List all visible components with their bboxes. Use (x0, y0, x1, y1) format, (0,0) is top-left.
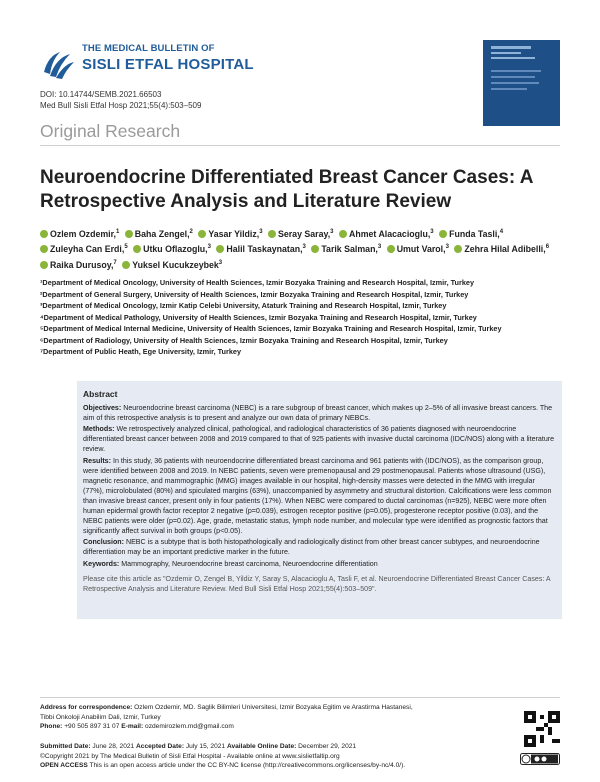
affiliation: ¹Department of Medical Oncology, University of Health Sciences, Izmir Bozyaka Training and Research Hospital, Izmir, Turkey (40, 278, 475, 287)
affiliation-list (40, 277, 560, 358)
journal-reference: Med Bull Sisli Etfal Hosp 2021;55(4):503–509 (40, 101, 202, 110)
orcid-icon[interactable] (40, 245, 48, 253)
author: Baha Zengel,$^2$ (125, 229, 193, 239)
author: Utku Oflazoglu,$^3$ (133, 244, 211, 254)
doi: DOI: 10.14744/SEMB.2021.66503 (40, 90, 162, 99)
cc-license-icon (520, 753, 560, 765)
orcid-icon[interactable] (387, 245, 395, 253)
correspondence: Address for correspondence: Ozlem Ozdemir, MD. Saglik Bilimleri Universitesi, Izmir Bozyaka Egitim ve Arastirma Hastanesi, Tibbi Onkoloji Anabilim Dali, Izmir, Turkey Phone: +90 505 897 31 07 E-mail: ozdemirozlem.md@gmail.com (40, 704, 413, 731)
orcid-icon[interactable] (133, 245, 141, 253)
orcid-icon[interactable] (40, 230, 48, 238)
dates-and-license: Submitted Date: June 28, 2021 Accepted Date: July 15, 2021 Available Online Date: December 29, 2021 ©Copyright 2021 by The Medical Bulletin of Sisli Etfal Hospital - Available online at www.sislietfaltip.org OPEN ACCESS This is an open access article under the CC BY-NC license (http://creativecommons.org/licenses/by-nc/4.0/). (40, 743, 406, 770)
orcid-icon[interactable] (339, 230, 347, 238)
orcid-icon[interactable] (439, 230, 447, 238)
orcid-icon[interactable] (216, 245, 224, 253)
journal-logo-icon (38, 44, 78, 84)
section-divider (40, 145, 560, 146)
affiliation: ⁵Department of Medical Internal Medicine, University of Health Sciences, Izmir Bozyaka Training and Research Hospital, Izmir, Turkey (40, 324, 502, 333)
abstract-results: Results: In this study, 36 patients with neuroendocrine differentiated breast carcinoma and 961 patients with (IDC/NOS), as the comparison group, were identified between 2008 and 2019. In NEBC patients, seven were premenopausal and 29 postmenopausal. Patients whose ultrasound (USG), magnetic resonance, and mammographic (MMG) images available in our hospital, high-density masses were detected in the MMG with irregular (77%), microlobulated (80%) and spiculated margins (63%), unaccompanied by asymmetry and structural distortion. Calcifications were less common than invasive breast cancer, present only in four patients (17%). When NEBC were compared to ductal carcinomas (n=925), NEBC were more often human epidermal growth factor receptor 2 negative (p=0.039), estrogen receptor positive (p=0.05), progesterone receptor positive (0.03), and the NEBC patients were older (p=0.02). Age, grade, metastatic status, lymph node number, and molecular type were identified as prognostic factors that significantly affect survival in both groups (p<0.05). (83, 456, 552, 536)
affiliation: ⁶Department of Radiology, University of Health Sciences, Izmir Bozyaka Training and Research Hospital, Izmir, Turkey (40, 335, 448, 345)
journal-cover-image (483, 40, 560, 126)
email-link[interactable]: ozdemirozlem.md@gmail.com (143, 723, 234, 731)
abstract-box (77, 381, 562, 619)
author: Ozlem Ozdemir,$^1$ (40, 229, 119, 239)
author: Yuksel Kucukzeybek$^3$ (122, 260, 222, 270)
author: Tarik Salman,$^3$ (311, 244, 381, 254)
abstract-keywords: Keywords: Mammography, Neuroendocrine breast carcinoma, Neuroendocrine differentiation (83, 559, 378, 568)
journal-name-line1: THE MEDICAL BULLETIN OF (82, 43, 215, 54)
author: Zuleyha Can Erdi,$^5$ (40, 244, 128, 254)
orcid-icon[interactable] (198, 230, 206, 238)
author: Ahmet Alacacioglu,$^3$ (339, 229, 434, 239)
abstract-conclusion: Conclusion: NEBC is a subtype that is both histopathologically and radiologically distinct from other breast cancer subtypes, and neuroendocrine differentiation may be an important predictive marker in the future. (83, 538, 540, 557)
orcid-icon[interactable] (268, 230, 276, 238)
author-list (40, 226, 560, 272)
author: Raika Durusoy,$^7$ (40, 260, 117, 270)
author: Halil Taskaynatan,$^3$ (216, 244, 305, 254)
author: Yasar Yildiz,$^3$ (198, 229, 262, 239)
affiliation: ³Department of Medical Oncology, Izmir Katip Celebi University, Ataturk Training and Research Hospital, Izmir, Turkey (40, 301, 447, 310)
author: Zehra Hilal Adibelli,$^6$ (454, 244, 549, 254)
journal-name-line2: SISLI ETFAL HOSPITAL (82, 56, 254, 73)
qr-code-icon (524, 711, 560, 747)
orcid-icon[interactable] (125, 230, 133, 238)
author: Umut Varol,$^3$ (387, 244, 449, 254)
section-label: Original Research (40, 121, 181, 141)
affiliation: ⁷Department of Public Heath, Ege University, Izmir, Turkey (40, 347, 242, 356)
author: Seray Saray,$^3$ (268, 229, 334, 239)
orcid-icon[interactable] (311, 245, 319, 253)
orcid-icon[interactable] (40, 261, 48, 269)
abstract-heading: Abstract (83, 389, 118, 399)
orcid-icon[interactable] (122, 261, 130, 269)
affiliation: ²Department of General Surgery, University of Health Sciences, Izmir Bozyaka Training and Research Hospital, Izmir, Turkey (40, 289, 469, 299)
affiliation: ⁴Department of Medical Pathology, University of Health Sciences, Izmir Bozyaka Training and Research Hospital, Izmir, Turkey (40, 312, 477, 322)
citation-note: Please cite this article as "Ozdemir O, Zengel B, Yildiz Y, Saray S, Alacacioglu A, Tasli F, et al. Neuroendocrine Differentiated Breast Cancer Cases: A Retrospective Analysis and Literature Review. Med Bull Sisli Etfal Hosp 2021;55(4):503–509". (83, 574, 551, 593)
orcid-icon[interactable] (454, 245, 462, 253)
footer-divider (40, 697, 560, 698)
abstract-methods: Methods: We retrospectively analyzed clinical, pathological, and radiological characteristics of 36 patients diagnosed with neuroendocrine differentiated breast cancer between 2008 and 2019 compared to that of 925 patients with invasive ductal carcinoma (IDC/NOS) along with a literature review. (83, 425, 555, 454)
author: Funda Tasli,$^4$ (439, 229, 503, 239)
abstract-objectives: Objectives: Neuroendocrine breast carcinoma (NEBC) is a rare subgroup of breast cancer, which makes up 2–5% of all invasive breast cancers. The aim of this retrospective analysis is to present and analyze our own data of primary NEBCs. (83, 404, 553, 423)
article-title: Neuroendocrine Differentiated Breast Cancer Cases: A Retrospective Analysis and Literature Review (40, 167, 533, 212)
